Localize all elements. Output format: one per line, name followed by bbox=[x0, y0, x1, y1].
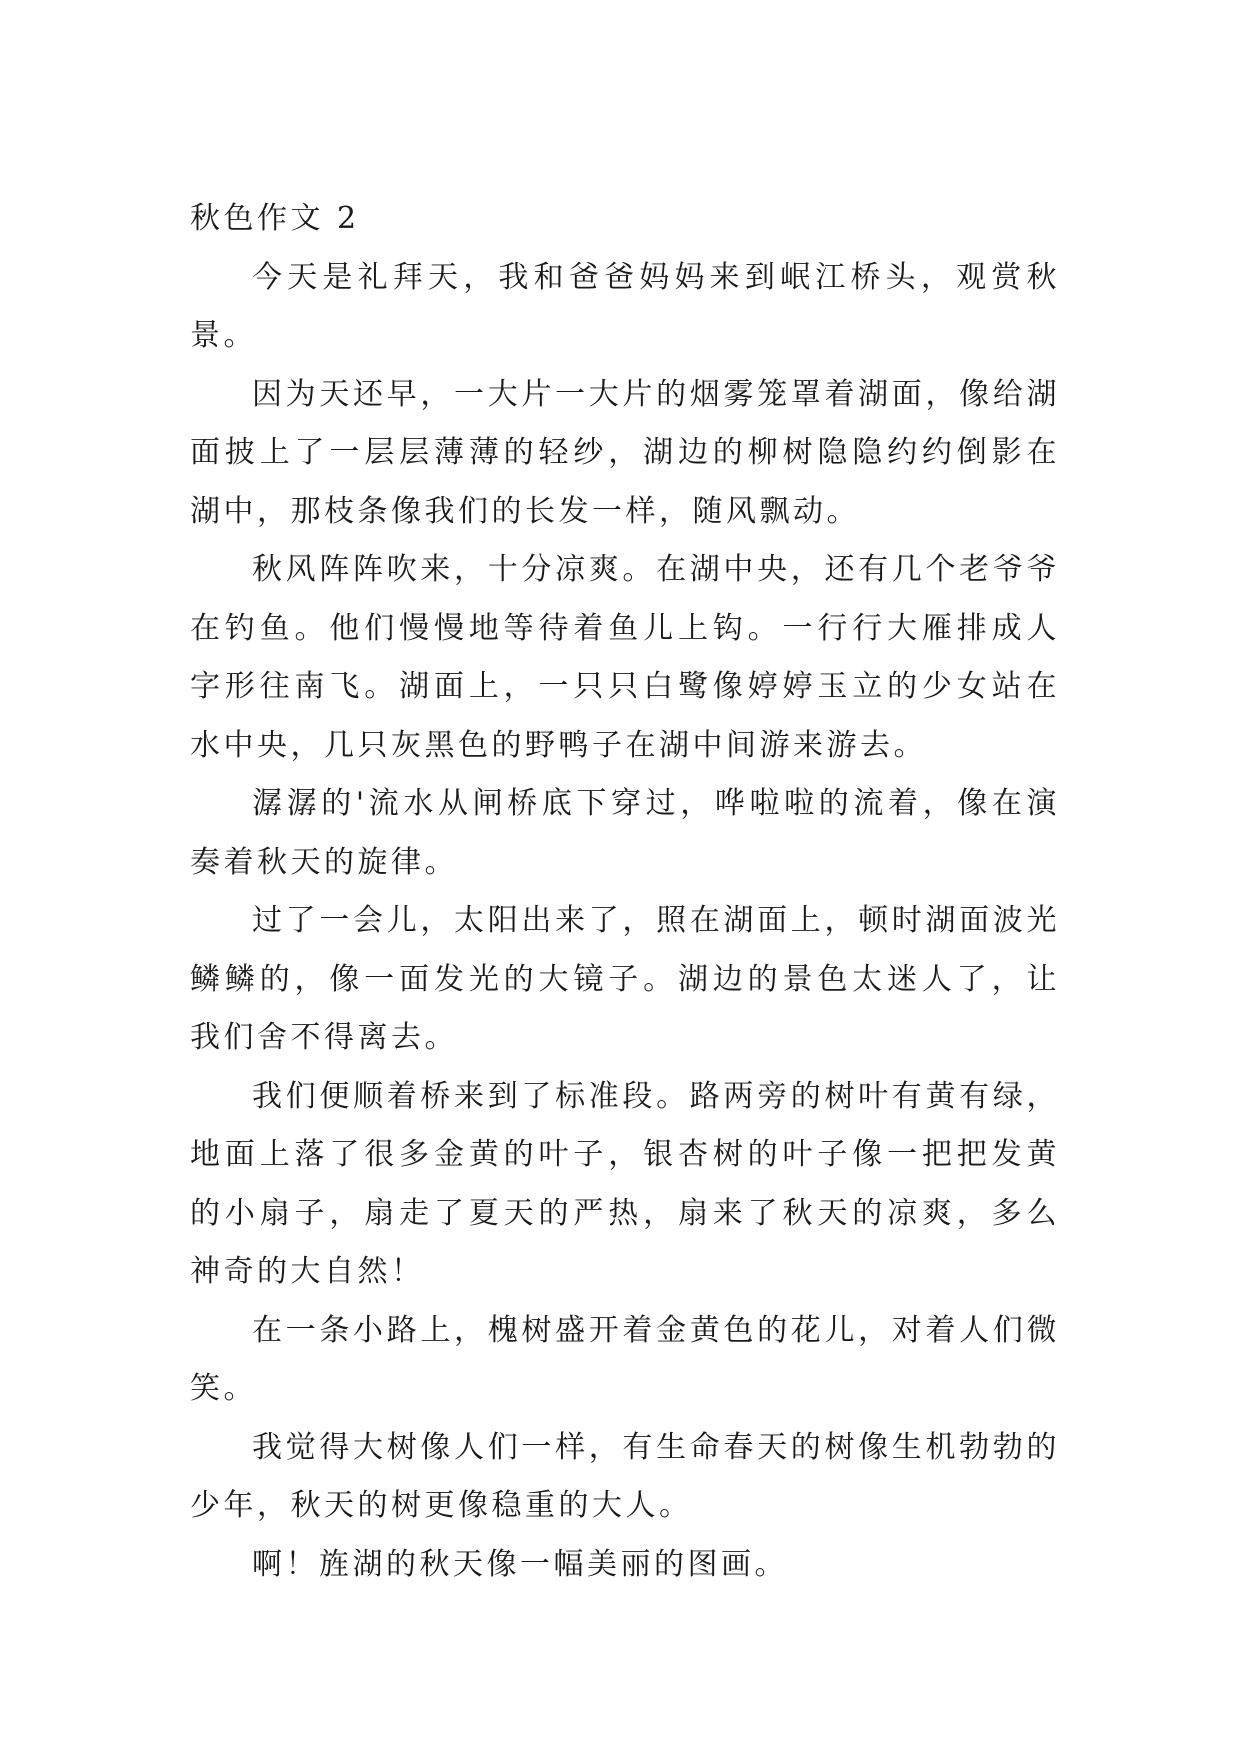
paragraph-8: 我觉得大树像人们一样，有生命春天的树像生机勃勃的少年，秋天的树更像稳重的大人。 bbox=[190, 1429, 1060, 1523]
paragraph-7: 在一条小路上，槐树盛开着金黄色的花儿，对着人们微笑。 bbox=[190, 1312, 1060, 1406]
paragraph-3: 秋风阵阵吹来，十分凉爽。在湖中央，还有几个老爷爷在钓鱼。他们慢慢地等待着鱼儿上钩。一行行大雁排成人字形往南飞。湖面上，一只只白鹭像婷婷玉立的少女站在水中央，几只灰黑色的野鸭子在湖中间游来游去。 bbox=[190, 552, 1060, 763]
paragraph-1: 今天是礼拜天，我和爸爸妈妈来到岷江桥头，观赏秋景。 bbox=[190, 259, 1060, 353]
paragraph-2: 因为天还早，一大片一大片的烟雾笼罩着湖面，像给湖面披上了一层层薄薄的轻纱，湖边的柳树隐隐约约倒影在湖中，那枝条像我们的长发一样，随风飘动。 bbox=[190, 376, 1060, 529]
essay-title: 秋色作文 2 bbox=[190, 201, 360, 236]
paragraph-9: 啊！旌湖的秋天像一幅美丽的图画。 bbox=[252, 1546, 788, 1582]
paragraph-5: 过了一会儿，太阳出来了，照在湖面上，顿时湖面波光鳞鳞的，像一面发光的大镜子。湖边的景色太迷人了，让我们舍不得离去。 bbox=[190, 903, 1060, 1055]
paragraph-4: 潺潺的'流水从闸桥底下穿过，哗啦啦的流着，像在演奏着秋天的旋律。 bbox=[190, 786, 1060, 880]
paragraph-6: 我们便顺着桥来到了标准段。路两旁的树叶有黄有绿，地面上落了很多金黄的叶子，银杏树的叶子像一把把发黄的小扇子，扇走了夏天的严热，扇来了秋天的凉爽，多么神奇的大自然！ bbox=[190, 1078, 1060, 1289]
essay-body bbox=[190, 190, 1060, 1594]
